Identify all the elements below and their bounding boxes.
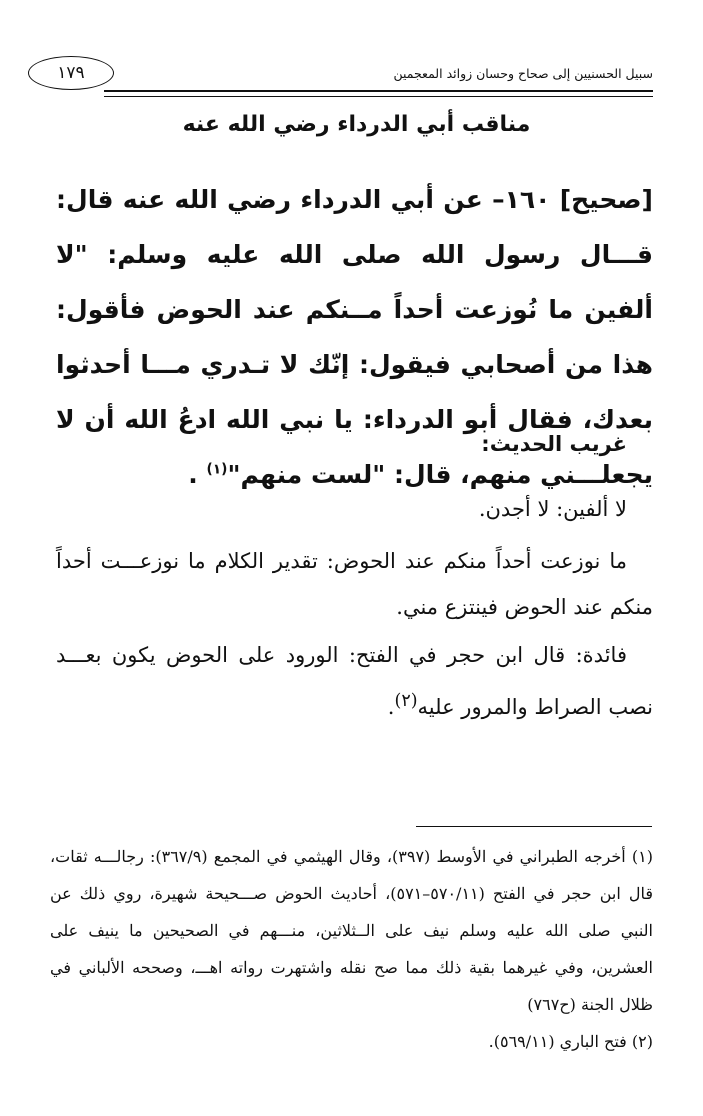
- header-rule-thick: [104, 90, 653, 92]
- gharib-line-1: لا ألفين: لا أجدن.: [478, 497, 627, 521]
- footnote-ref-1: (١): [206, 461, 228, 478]
- benefit-end: .: [387, 695, 395, 719]
- footnote-2: (٢) فتح الباري (٥٦٩/١١).: [488, 1032, 653, 1051]
- hadith-end: .: [188, 460, 207, 489]
- footnote-separator: [416, 826, 652, 827]
- hadith-number: ١٦٠–: [482, 185, 551, 214]
- benefit-text: فائدة: قال ابن حجر في الفتح: الورود على الحوض يكون بعـــد نصب الصراط والمرور عليه: [56, 643, 653, 719]
- page-number: ١٧٩: [28, 56, 114, 90]
- hadith-grade: [صحيح]: [559, 185, 653, 214]
- footnotes: [50, 838, 653, 1060]
- chapter-title: مناقب أبي الدرداء رضي الله عنه: [182, 112, 531, 137]
- page-header: [0, 0, 703, 110]
- running-book-title: سبيل الحسنيين إلى صحاح وحسان زوائد المعجمين: [393, 66, 653, 81]
- benefit-paragraph: [56, 632, 653, 730]
- footnote-ref-2: (٢): [394, 691, 418, 711]
- gharib-line-2: ما نوزعت أحداً منكم عند الحوض: تقدير الكلام ما نوزعـــت أحداً منكم عند الحوض فينتزع مني.: [56, 549, 653, 619]
- gharib-heading: غريب الحديث:: [481, 432, 627, 456]
- hadith-text: عن أبي الدرداء رضي الله عنه قال: قـــال رسول الله صلى الله عليه وسلم: "لا ألفين ما نُوزعت أحداً مــنكم عند الحوض فأقول: هذا من أصحابي فيقول: إنّك لا تـدري مـــا أحدثوا بعدك، فقال أبو الدرداء: يا نبي الله ادعُ الله أن لا يجعلـــني منهم، قال: "لست منهم": [56, 185, 653, 489]
- footnote-1: (١) أخرجه الطبراني في الأوسط (٣٩٧)، وقال الهيثمي في المجمع (٣٦٧/٩): رجالـــه ثقات، قال ابن حجر في الفتح (٥٧٠/١١–٥٧١)، أحاديث الحوض صـــحيحة شهيرة، روي ذلك عن النبي صلى الله عليه وسلم نيف على الــثلاثين، منـــهم في الصحيحين ما ينيف على العشرين، وفي غيرهما بقية ذلك مما صح نقله واشتهرت رواته اهـــ، وصححه الألباني في ظلال الجنة (ح٧٦٧): [50, 847, 654, 1014]
- header-rule-thin: [104, 96, 653, 97]
